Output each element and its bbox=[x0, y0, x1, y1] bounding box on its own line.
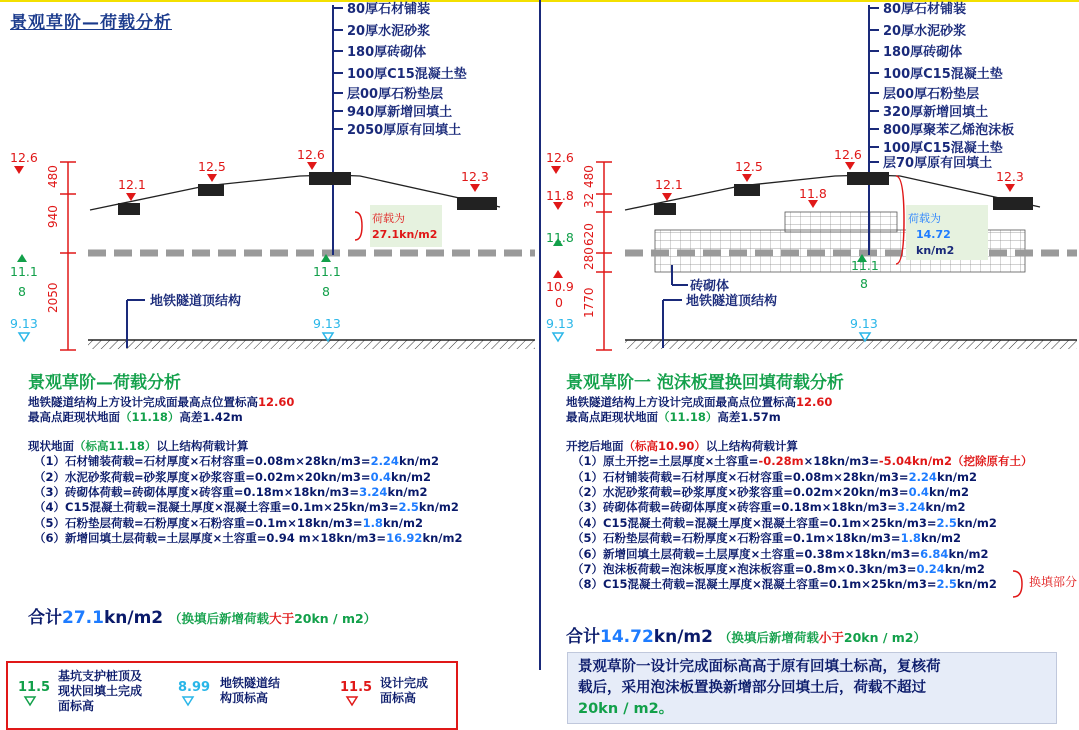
left-elev-11-1-a: 11.1 bbox=[10, 264, 38, 279]
right-line-8: （5）石粉垫层荷载=石粉厚度×石粉容重=0.1m×18kn/m3=1.8kn/m2 bbox=[572, 531, 961, 546]
legend-box bbox=[6, 661, 458, 730]
left-elev-9-13-b: 9.13 bbox=[313, 316, 341, 331]
right-elev-11-8-b: 11.8 bbox=[546, 230, 574, 245]
legend-num-2: 8.99 bbox=[178, 680, 211, 695]
left-layer-6: 2050厚原有回填土 bbox=[347, 123, 462, 138]
left-elev-12-3: 12.3 bbox=[461, 169, 489, 184]
swap-label: 换填部分 bbox=[1029, 575, 1078, 589]
right-line-3: （1）原土开挖=土层厚度×土容重=-0.28m×18kn/m3=-5.04kn/m2（挖除原有土） bbox=[572, 454, 1033, 469]
legend-num-1: 11.5 bbox=[18, 680, 51, 695]
left-tunnel-hatch bbox=[88, 340, 535, 349]
left-load-value: 27.1kn/m2 bbox=[372, 228, 438, 241]
left-elev-12-1: 12.1 bbox=[118, 177, 146, 192]
left-elev-12-6-a: 12.6 bbox=[10, 150, 38, 165]
right-terrain-line bbox=[625, 175, 1040, 210]
left-layer-3: 100厚C15混凝土垫 bbox=[347, 67, 467, 82]
left-layer-5: 940厚新增回填土 bbox=[347, 105, 453, 120]
right-load-label: 荷载为 bbox=[908, 212, 941, 225]
right-layer-0: 80厚石材铺装 bbox=[883, 2, 967, 17]
right-load-unit: kn/m2 bbox=[916, 244, 955, 257]
left-line-6: （4）C15混凝土荷载=混凝土厚度×混凝土容重=0.1m×25kn/m3=2.5kn/m2 bbox=[34, 500, 459, 515]
left-section bbox=[14, 5, 535, 350]
left-tunnel-label: 地铁隧道顶结构 bbox=[150, 294, 242, 309]
left-line-4: （2）水泥砂浆荷载=砂浆厚度×砂浆容重=0.02m×20kn/m3=0.4kn/m2 bbox=[34, 469, 431, 484]
left-line-0: 地铁隧道结构上方设计完成面最高点位置标高12.60 bbox=[28, 395, 295, 409]
right-tunnel-label: 地铁隧道顶结构 bbox=[686, 294, 778, 309]
right-elev-8: 8 bbox=[860, 276, 868, 291]
right-dim-620: 620 bbox=[582, 223, 596, 246]
left-elev-8-a: 8 bbox=[18, 284, 26, 299]
right-analysis bbox=[566, 368, 1033, 593]
left-elev-8-b: 8 bbox=[322, 284, 330, 299]
left-elev-12-5: 12.5 bbox=[198, 159, 226, 174]
conclusion-note: 景观草阶一设计完成面标高高于原有回填土标高，复核荷 载后，采用泡沫板置换新增部分回填土后，荷载不超过 20kn / m2。 bbox=[567, 652, 1057, 724]
left-elev-9-13-a: 9.13 bbox=[10, 316, 38, 331]
left-elev-12-6-b: 12.6 bbox=[297, 147, 325, 162]
right-line-4: （1）石材铺装荷载=石材厚度×石材容重=0.08m×28kn/m3=2.24kn/m2 bbox=[572, 469, 977, 484]
right-line-7: （4）C15混凝土荷载=混凝土厚度×混凝土容重=0.1m×25kn/m3=2.5kn/m2 bbox=[572, 515, 997, 530]
right-layer-3: 100厚C15混凝土垫 bbox=[883, 67, 1003, 82]
right-dim-1770: 1770 bbox=[582, 287, 596, 318]
legend-num-3: 11.5 bbox=[340, 680, 373, 695]
left-analysis bbox=[28, 368, 462, 547]
right-elev-9-13-b: 9.13 bbox=[850, 316, 878, 331]
right-line-11: （8）C15混凝土荷载=混凝土厚度×混凝土容重=0.1m×25kn/m3=2.5kn/m2 bbox=[572, 577, 997, 592]
left-layer-0: 80厚石材铺装 bbox=[347, 2, 431, 17]
legend-text-3: 设计完成 面标高 bbox=[380, 676, 429, 705]
right-elev-11-8-a: 11.8 bbox=[546, 188, 574, 203]
left-line-2: 现状地面（标高11.18）以上结构荷载计算 bbox=[28, 438, 249, 453]
right-layer-4: 层00厚石粉垫层 bbox=[883, 87, 980, 102]
right-layer-6: 800厚聚苯乙烯泡沫板 bbox=[883, 123, 1015, 138]
right-dim-32: 32 bbox=[582, 192, 596, 208]
left-line-8: （6）新增回填土层荷载=土层厚度×土容重=0.94 m×18kn/m3=16.92kn/m2 bbox=[34, 531, 463, 546]
right-line-9: （6）新增回填土层荷载=土层厚度×土容重=0.38m×18kn/m3=6.84kn/m2 bbox=[572, 546, 989, 561]
left-line-1: 最高点距现状地面（11.18）高差1.42m bbox=[28, 410, 243, 425]
right-layer-5: 320厚新增回填土 bbox=[883, 105, 989, 120]
right-elev-12-3: 12.3 bbox=[996, 169, 1024, 184]
right-line-10: （7）泡沫板荷载=泡沫板厚度×泡沫板容重=0.8m×0.3kn/m3=0.24kn/m2 bbox=[572, 562, 985, 577]
legend-text-1: 基坑支护桩顶及 现状回填土完成 面标高 bbox=[58, 669, 143, 713]
right-dim-280: 280 bbox=[582, 247, 596, 270]
left-layer-4: 层00厚石粉垫层 bbox=[347, 87, 444, 102]
right-layer-labels bbox=[883, 1, 1014, 171]
left-load-label: 荷载为 bbox=[372, 212, 405, 225]
left-dim-2050: 2050 bbox=[46, 282, 60, 313]
right-total: 合计14.72kn/m2 （换填后新增荷载小于20kn / m2） bbox=[566, 627, 927, 647]
right-analysis-heading: 景观草阶一 泡沫板置换回填荷载分析 bbox=[566, 373, 844, 393]
right-elev-12-5: 12.5 bbox=[735, 159, 763, 174]
right-layer-1: 20厚水泥砂浆 bbox=[883, 24, 967, 39]
right-layer-7: 100厚C15混凝土垫 bbox=[883, 141, 1003, 156]
left-dim-940: 940 bbox=[46, 205, 60, 228]
right-elev-9-13-a: 9.13 bbox=[546, 316, 574, 331]
right-elev-10-9: 10.9 bbox=[546, 279, 574, 294]
right-layer-8: 层70厚原有回填土 bbox=[883, 156, 993, 171]
left-dim-480: 480 bbox=[46, 165, 60, 188]
right-line-0: 地铁隧道结构上方设计完成面最高点位置标高12.60 bbox=[566, 395, 833, 409]
right-elev-11-8-c: 11.8 bbox=[799, 186, 827, 201]
legend-text-2: 地铁隧道结 构顶标高 bbox=[220, 676, 281, 705]
left-layer-2: 180厚砖砌体 bbox=[347, 45, 427, 60]
right-layer-2: 180厚砖砌体 bbox=[883, 45, 963, 60]
right-line-5: （2）水泥砂浆荷载=砂浆厚度×砂浆容重=0.02m×20kn/m3=0.4kn/m2 bbox=[572, 485, 969, 500]
right-brick-label: 砖砌体 bbox=[690, 279, 730, 294]
left-line-5: （3）砖砌体荷载=砖砌体厚度×砖容重=0.18m×18kn/m3=3.24kn/m2 bbox=[34, 485, 428, 500]
left-line-7: （5）石粉垫层荷载=石粉厚度×石粉容重=0.1m×18kn/m3=1.8kn/m2 bbox=[34, 515, 423, 530]
right-elev-0: 0 bbox=[555, 295, 563, 310]
right-elev-12-6-b: 12.6 bbox=[834, 147, 862, 162]
left-layer-labels bbox=[347, 1, 467, 138]
left-total: 合计27.1kn/m2 （换填后新增荷载大于20kn / m2） bbox=[28, 608, 377, 628]
right-load-value: 14.72 bbox=[916, 228, 951, 241]
right-elev-11-1: 11.1 bbox=[851, 258, 879, 273]
left-layer-1: 20厚水泥砂浆 bbox=[347, 24, 431, 39]
left-terrain-line bbox=[90, 175, 500, 210]
left-elev-11-1-b: 11.1 bbox=[313, 264, 341, 279]
right-line-1: 最高点距现状地面（11.18）高差1.57m bbox=[566, 410, 781, 425]
left-analysis-heading: 景观草阶—荷载分析 bbox=[28, 373, 181, 393]
right-dim-480: 480 bbox=[582, 165, 596, 188]
right-line-6: （3）砖砌体荷载=砖砌体厚度×砖容重=0.18m×18kn/m3=3.24kn/m2 bbox=[572, 500, 966, 515]
right-elev-12-6-a: 12.6 bbox=[546, 150, 574, 165]
left-line-3: （1）石材铺装荷载=石材厚度×石材容重=0.08m×28kn/m3=2.24kn/m2 bbox=[34, 454, 439, 469]
right-elev-12-1: 12.1 bbox=[655, 177, 683, 192]
page-title: 景观草阶—荷载分析 bbox=[10, 13, 172, 33]
right-line-2: 开挖后地面（标高10.90）以上结构荷载计算 bbox=[566, 438, 798, 453]
